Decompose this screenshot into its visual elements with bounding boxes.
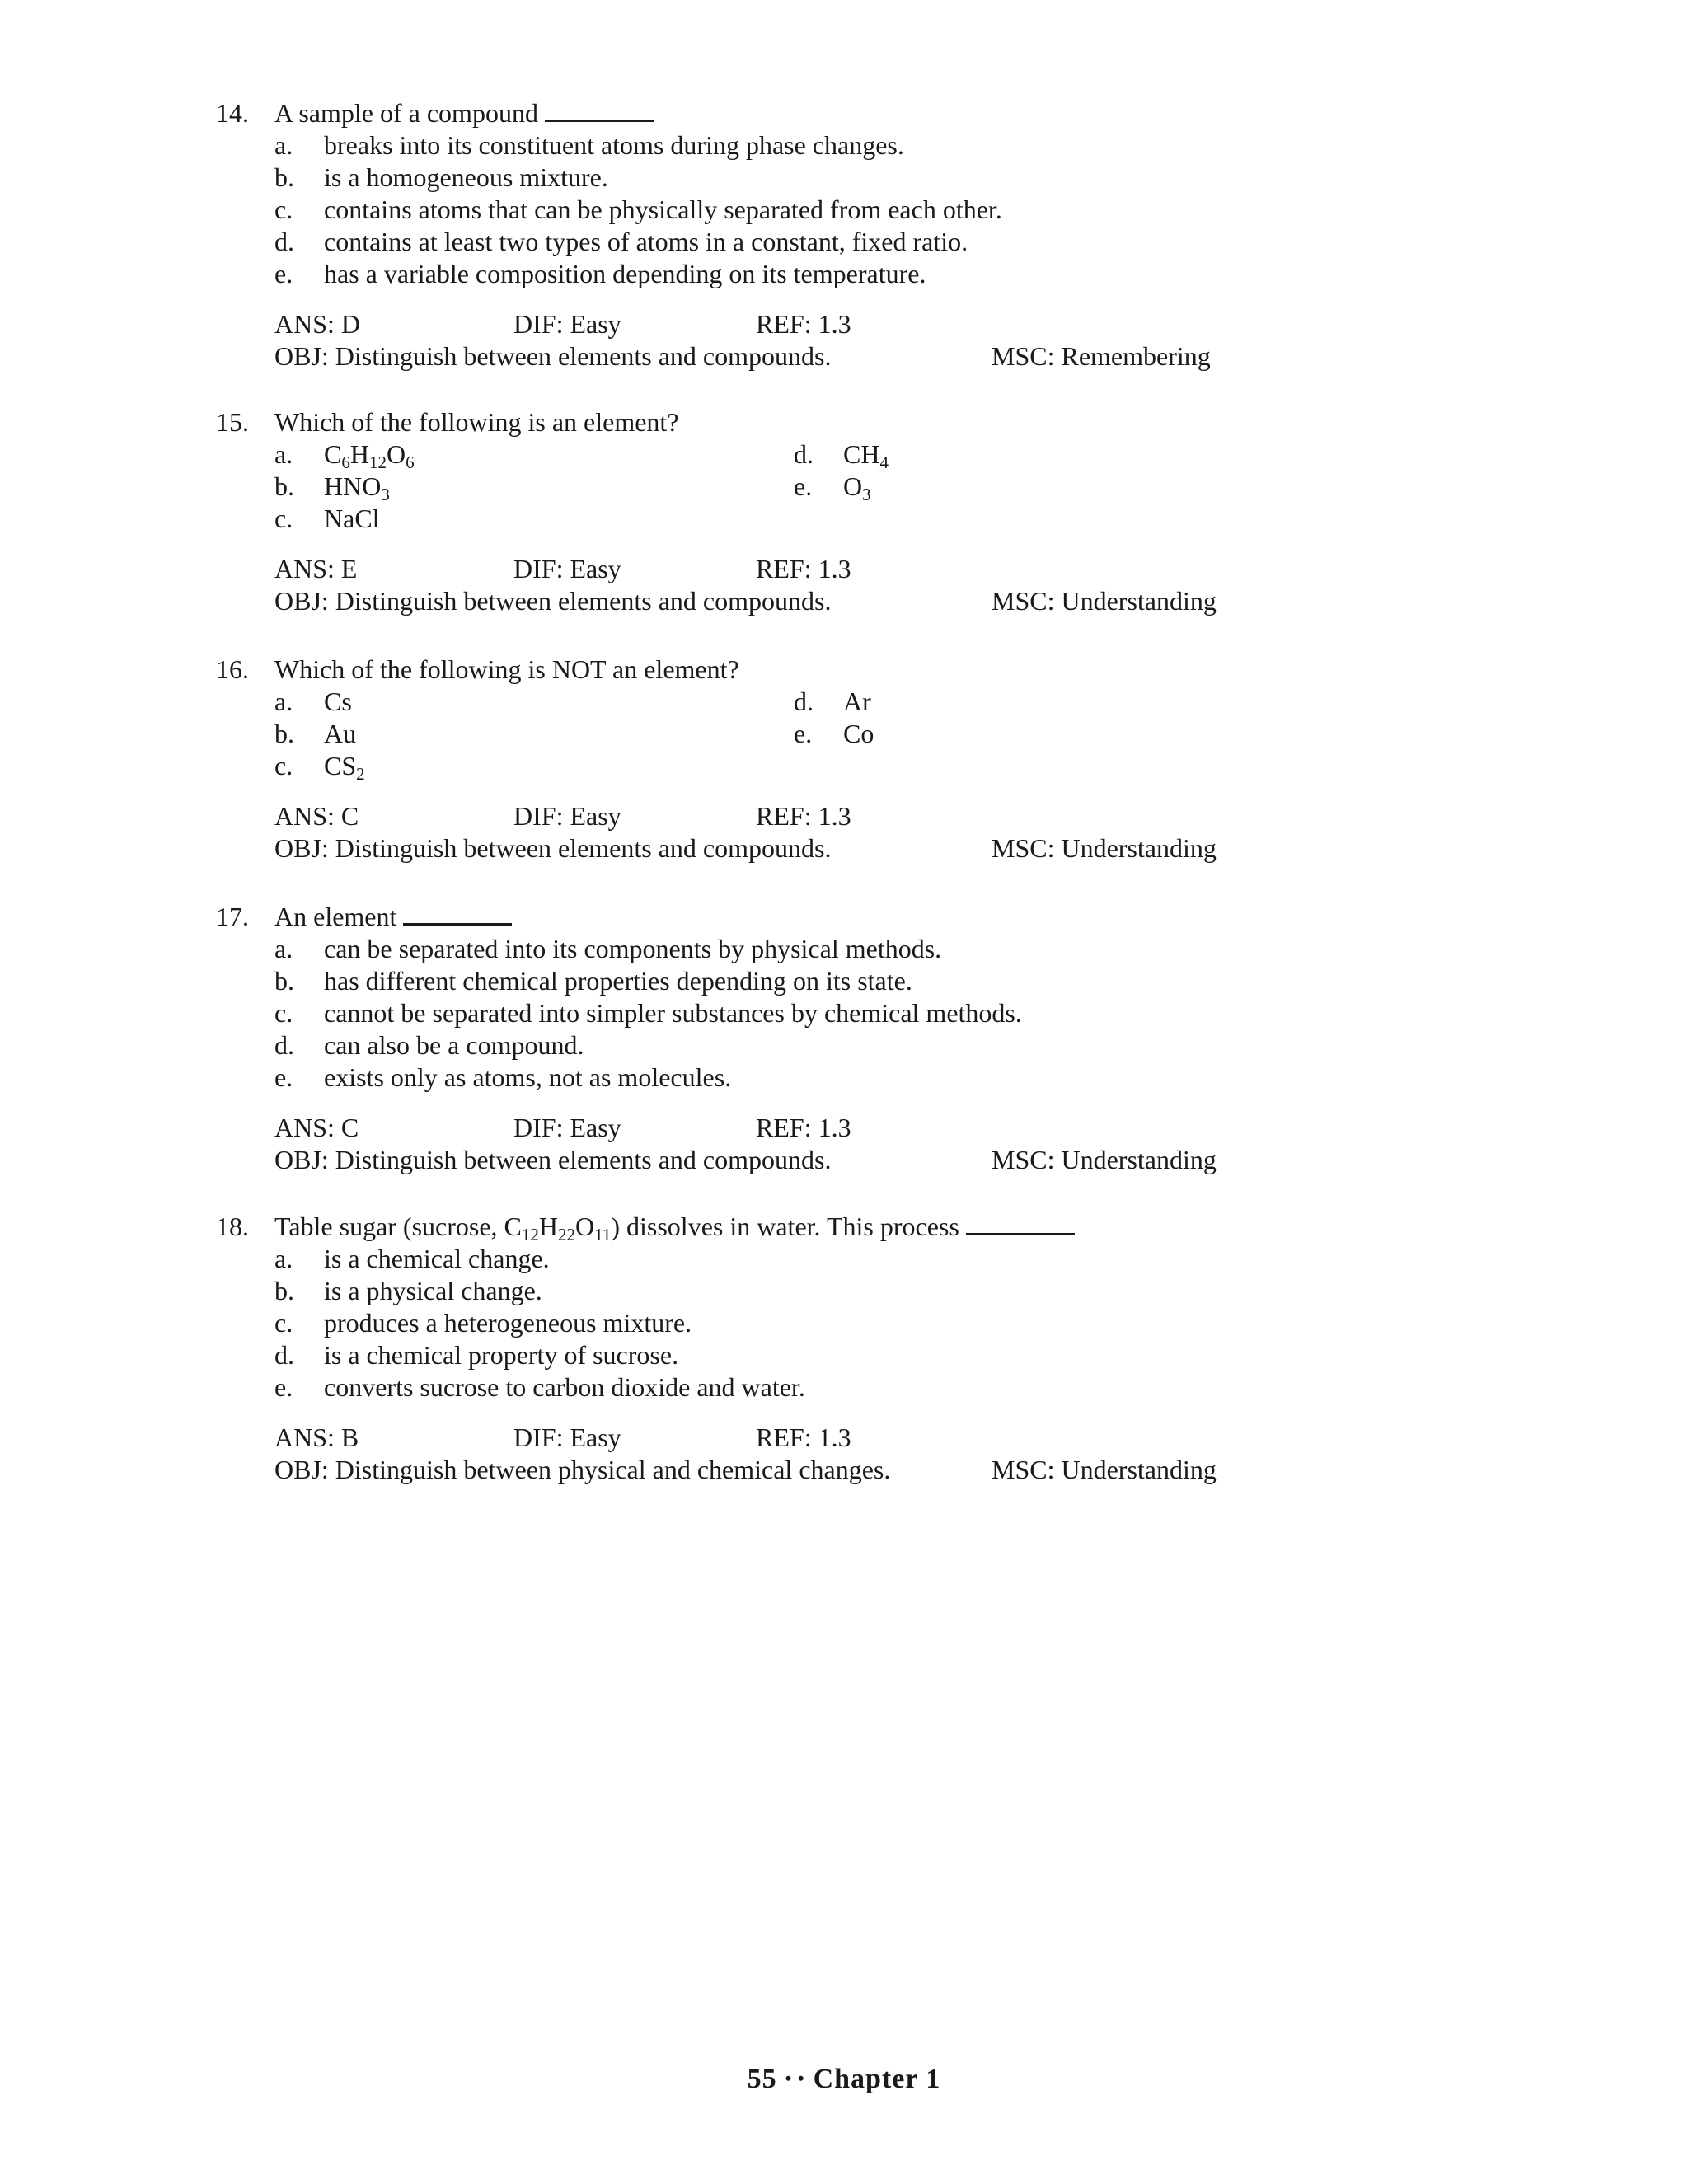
option-a-formula: $C_6H_{12}O_6$ <box>324 439 415 472</box>
objective-meta <box>0 340 1688 373</box>
option-b-formula: $HNO_3$ <box>324 471 390 504</box>
page-footer <box>0 2064 1688 2095</box>
answer-blank <box>966 1212 1075 1235</box>
difficulty: DIF: Easy <box>513 801 621 831</box>
answer-meta <box>0 1112 1688 1144</box>
question-18 <box>0 1211 1688 1486</box>
option-c-letter: c. <box>274 751 293 780</box>
reference: REF: 1.3 <box>756 554 851 583</box>
difficulty: DIF: Easy <box>513 309 621 339</box>
option-a: a. is a chemical change. <box>274 1244 550 1273</box>
objective: OBJ: Distinguish between elements and compounds. <box>274 341 832 371</box>
difficulty: DIF: Easy <box>513 554 621 583</box>
option-e-letter: e. <box>794 719 813 748</box>
chapter-label: Chapter 1 <box>813 2064 941 2094</box>
option-a-letter: a. <box>274 439 293 469</box>
option-e: e. converts sucrose to carbon dioxide and water. <box>274 1372 805 1402</box>
option-b: b. has different chemical properties depending on its state. <box>274 966 912 996</box>
option-d-letter: d. <box>794 687 814 716</box>
question-stem: An element <box>274 901 512 933</box>
question-number: 15. <box>216 407 249 437</box>
option-a: a. can be separated into its components by physical methods. <box>274 934 942 963</box>
objective-meta <box>0 1454 1688 1486</box>
option-b: b. is a physical change. <box>274 1276 542 1305</box>
reference: REF: 1.3 <box>756 1422 851 1452</box>
option-d: d. is a chemical property of sucrose. <box>274 1340 679 1370</box>
answer-meta <box>0 1422 1688 1454</box>
page-number: 55 <box>747 2064 777 2094</box>
msc-category: MSC: Remembering <box>992 341 1211 371</box>
objective-meta <box>0 1144 1688 1176</box>
msc-category: MSC: Understanding <box>992 1455 1217 1484</box>
option-a-text: Cs <box>324 687 352 716</box>
question-number: 17. <box>216 902 249 931</box>
option-b-letter: b. <box>274 719 294 748</box>
option-e: e. exists only as atoms, not as molecules. <box>274 1062 732 1092</box>
question-17 <box>0 901 1688 1176</box>
option-d: d. contains at least two types of atoms in a constant, fixed ratio. <box>274 227 968 256</box>
option-b: b. is a homogeneous mixture. <box>274 162 608 192</box>
question-16 <box>0 654 1688 865</box>
option-d: d. can also be a compound. <box>274 1030 584 1060</box>
msc-category: MSC: Understanding <box>992 1145 1217 1174</box>
answer-meta <box>0 553 1688 585</box>
question-number: 16. <box>216 654 249 684</box>
objective: OBJ: Distinguish between physical and chemical changes. <box>274 1455 891 1484</box>
answer-key: ANS: C <box>274 801 359 831</box>
reference: REF: 1.3 <box>756 309 851 339</box>
question-14 <box>0 97 1688 373</box>
option-e-text: Co <box>843 719 874 748</box>
option-e-letter: e. <box>794 471 813 501</box>
option-d-text: Ar <box>843 687 871 716</box>
answer-key: ANS: C <box>274 1113 359 1142</box>
objective-meta <box>0 832 1688 865</box>
answer-key: ANS: D <box>274 309 361 339</box>
answer-key: ANS: B <box>274 1422 359 1452</box>
objective: OBJ: Distinguish between elements and compounds. <box>274 1145 832 1174</box>
footer-separator: • • <box>785 2068 805 2088</box>
objective: OBJ: Distinguish between elements and compounds. <box>274 833 832 863</box>
msc-category: MSC: Understanding <box>992 833 1217 863</box>
question-number: 18. <box>216 1212 249 1241</box>
objective-meta <box>0 585 1688 617</box>
answer-blank <box>403 902 512 926</box>
option-d-formula: $CH_4$ <box>843 439 889 472</box>
option-c: c. produces a heterogeneous mixture. <box>274 1308 692 1338</box>
option-e: e. has a variable composition depending on its temperature. <box>274 259 926 288</box>
difficulty: DIF: Easy <box>513 1422 621 1452</box>
option-c-letter: c. <box>274 504 293 533</box>
answer-meta <box>0 308 1688 340</box>
option-b-letter: b. <box>274 471 294 501</box>
msc-category: MSC: Understanding <box>992 586 1217 616</box>
difficulty: DIF: Easy <box>513 1113 621 1142</box>
option-c: c. contains atoms that can be physically separated from each other. <box>274 194 1002 224</box>
option-e-formula: $O_3$ <box>843 471 871 504</box>
question-stem: A sample of a compound <box>274 97 654 129</box>
question-number: 14. <box>216 98 249 128</box>
reference: REF: 1.3 <box>756 1113 851 1142</box>
answer-meta <box>0 800 1688 832</box>
option-a-letter: a. <box>274 687 293 716</box>
answer-key: ANS: E <box>274 554 358 583</box>
option-c: c. cannot be separated into simpler substances by chemical methods. <box>274 998 1022 1028</box>
answer-blank <box>545 98 654 122</box>
question-stem: Table sugar (sucrose, $C_{12}H_{22}O_{11}$) dissolves in water. This process <box>274 1211 1075 1243</box>
option-c-formula: NaCl <box>324 504 380 533</box>
reference: REF: 1.3 <box>756 801 851 831</box>
objective: OBJ: Distinguish between elements and compounds. <box>274 586 832 616</box>
question-stem: Which of the following is an element? <box>274 407 679 437</box>
question-stem: Which of the following is NOT an element? <box>274 654 739 684</box>
option-a: a. breaks into its constituent atoms during phase changes. <box>274 130 904 160</box>
option-c-formula: $CS_2$ <box>324 751 365 784</box>
option-d-letter: d. <box>794 439 814 469</box>
option-b-text: Au <box>324 719 357 748</box>
question-15 <box>0 406 1688 617</box>
